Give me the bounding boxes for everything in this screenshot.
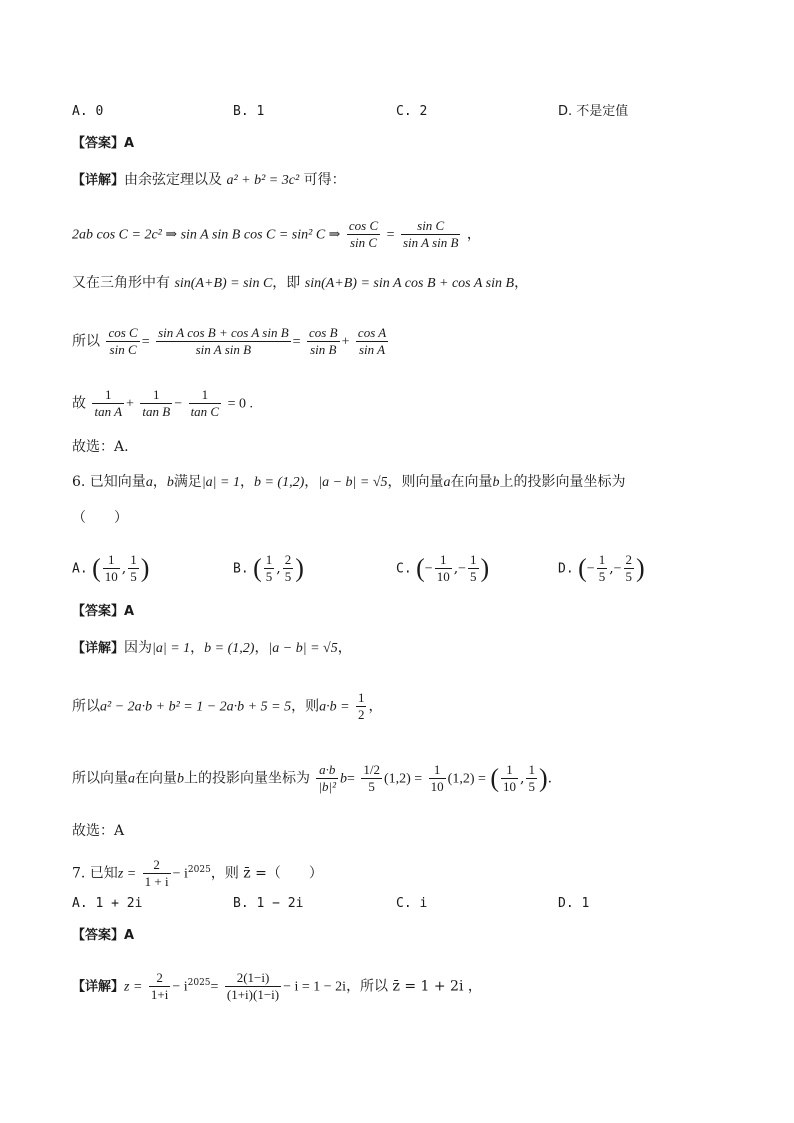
q6-answer: 【答案】A	[72, 604, 135, 619]
q7-option-d: D. 1	[558, 896, 590, 911]
q6-stem: 6. 已知向量a，b满足|a| = 1，b = (1,2)，|a − b| = √5，则向量a在向量b上的投影向量坐标为	[72, 474, 626, 490]
fraction: $\frac{\text{sin A cos B + cos A sin B}}{\text{sin A sin B}}$	[158, 325, 289, 357]
q5-conclusion: 故选：A.	[72, 439, 129, 455]
q7-detail: 【详解】z = $\frac{2}{1+i}$ − $i^{2025}=$ $\frac{2(1-i)}{(1+i)(1-i)}$ − i = 1 − 2i，所以 z̄ = 1 + 2i ，	[72, 970, 482, 1002]
q6-paren: （ ）	[72, 510, 128, 526]
fraction: $\frac{1}{2}$	[357, 690, 365, 722]
q5-detail-intro: 【详解】由余弦定理以及 a² + b² = 3c² 可得：	[72, 172, 346, 188]
fraction: $\frac{\text{cos C}}{\text{sin C}}$	[108, 325, 138, 357]
q5-eq1: 2ab cos C = 2c² ⇒ sin A sin B cos C = sin² C ⇒ $\frac{\text{cos C}}{\text{sin C}}$ = $\frac{\text{sin C}}{\text{sin A sin B}}$ ，	[72, 218, 481, 250]
q7-option-b: B. 1 − 2i	[233, 896, 304, 911]
fraction: $\frac{1/2}{5}$	[363, 762, 380, 794]
fraction: $\frac{1}{\text{tan A}}$	[94, 387, 123, 419]
fraction: $\frac{2}{1+i}$	[150, 970, 169, 1002]
q6-detail1: 【详解】因为|a| = 1，b = (1,2)，|a − b| = √5，	[72, 640, 352, 656]
fraction: $\frac{1}{5}$	[528, 762, 535, 794]
fraction: $\frac{1}{5}$	[470, 552, 477, 584]
fraction: $\frac{2}{1 + i}$	[144, 857, 169, 889]
fraction: $\frac{1}{10}$	[430, 762, 444, 794]
q6-conclusion: 故选：A	[72, 823, 125, 839]
fraction: $\frac{1}{5}$	[265, 552, 273, 584]
q5-line5: 故 $\frac{1}{\text{tan A}}$ + $\frac{1}{\text{tan B}}$ − $\frac{1}{\text{tan C}}$ = 0 .	[72, 387, 253, 419]
fraction: $\frac{1}{5}$	[130, 552, 137, 584]
q5-option-c: C. 2	[396, 104, 428, 119]
fraction: $\frac{1}{5}$	[598, 552, 606, 584]
fraction: $\frac{\text{cos A}}{\text{sin A}}$	[357, 325, 387, 357]
q5-option-b: B. 1	[233, 104, 265, 119]
fraction: $\frac{2}{5}$	[284, 552, 292, 584]
fraction: $\frac{1}{\text{tan C}}$	[190, 387, 220, 419]
fraction: $\frac{1}{10}$	[104, 552, 118, 584]
fraction: $\frac{2}{5}$	[625, 552, 633, 584]
q6-detail3: 所以向量a在向量b上的投影向量坐标为 $\frac{a\cdot b}{\text{|b|²}}$ b= $\frac{1/2}{5}$ (1,2) = $\frac{1}{10}$ (1,2) = ( $\frac{1}{10}$ , $\frac{1}{5}$ ).	[72, 762, 553, 794]
q5-line3: 又在三角形中有 sin(A+B) = sin C，即 sin(A+B) = sin A cos B + cos A sin B，	[72, 275, 529, 291]
fraction: $\frac{1}{\text{tan B}}$	[142, 387, 171, 419]
q6-option-d: D. (− $\frac{1}{5}$ ,− $\frac{2}{5}$ )	[558, 552, 645, 584]
q5-line4: 所以 $\frac{\text{cos C}}{\text{sin C}}$ = $\frac{\text{sin A cos B + cos A sin B}}{\text{sin A sin B}}$ = $\frac{\text{cos B}}{\text{sin B}}$ + $\frac{\text{cos A}}{\text{sin A}}$	[72, 325, 387, 357]
fraction: $\frac{a\cdot b}{\text{|b|²}}$	[318, 762, 336, 794]
q6-option-a: A. ( $\frac{1}{10}$ , $\frac{1}{5}$ )	[72, 552, 150, 584]
q6-detail2: 所以a² − 2a·b + b² = 1 − 2a·b + 5 = 5，则a·b = $\frac{1}{2}$ ，	[72, 690, 383, 722]
fraction: $\frac{\text{cos B}}{\text{sin B}}$	[309, 325, 338, 357]
q5-option-a: A. 0	[72, 104, 104, 119]
fraction: $\frac{2(1-i)}{(1+i)(1-i)}$	[226, 970, 280, 1002]
fraction: $\frac{\text{cos C}}{\text{sin C}}$	[348, 218, 379, 250]
fraction: $\frac{1}{10}$	[503, 762, 517, 794]
q5-answer: 【答案】A	[72, 136, 135, 151]
q7-option-c: C. i	[396, 896, 428, 911]
q6-option-b: B. ( $\frac{1}{5}$ , $\frac{2}{5}$ )	[233, 552, 304, 584]
fraction: $\frac{\text{sin C}}{\text{sin A sin B}}$	[402, 218, 459, 250]
q7-option-a: A. 1 + 2i	[72, 896, 143, 911]
q7-answer: 【答案】A	[72, 928, 135, 943]
q7-stem: 7. 已知z = $\frac{2}{1 + i}$ − $i^{2025}$，则 z̄ =（ ）	[72, 857, 323, 889]
q6-option-c: C. (− $\frac{1}{10}$ ,− $\frac{1}{5}$ )	[396, 552, 490, 584]
q5-option-d: D. 不是定值	[558, 104, 629, 119]
fraction: $\frac{1}{10}$	[436, 552, 450, 584]
